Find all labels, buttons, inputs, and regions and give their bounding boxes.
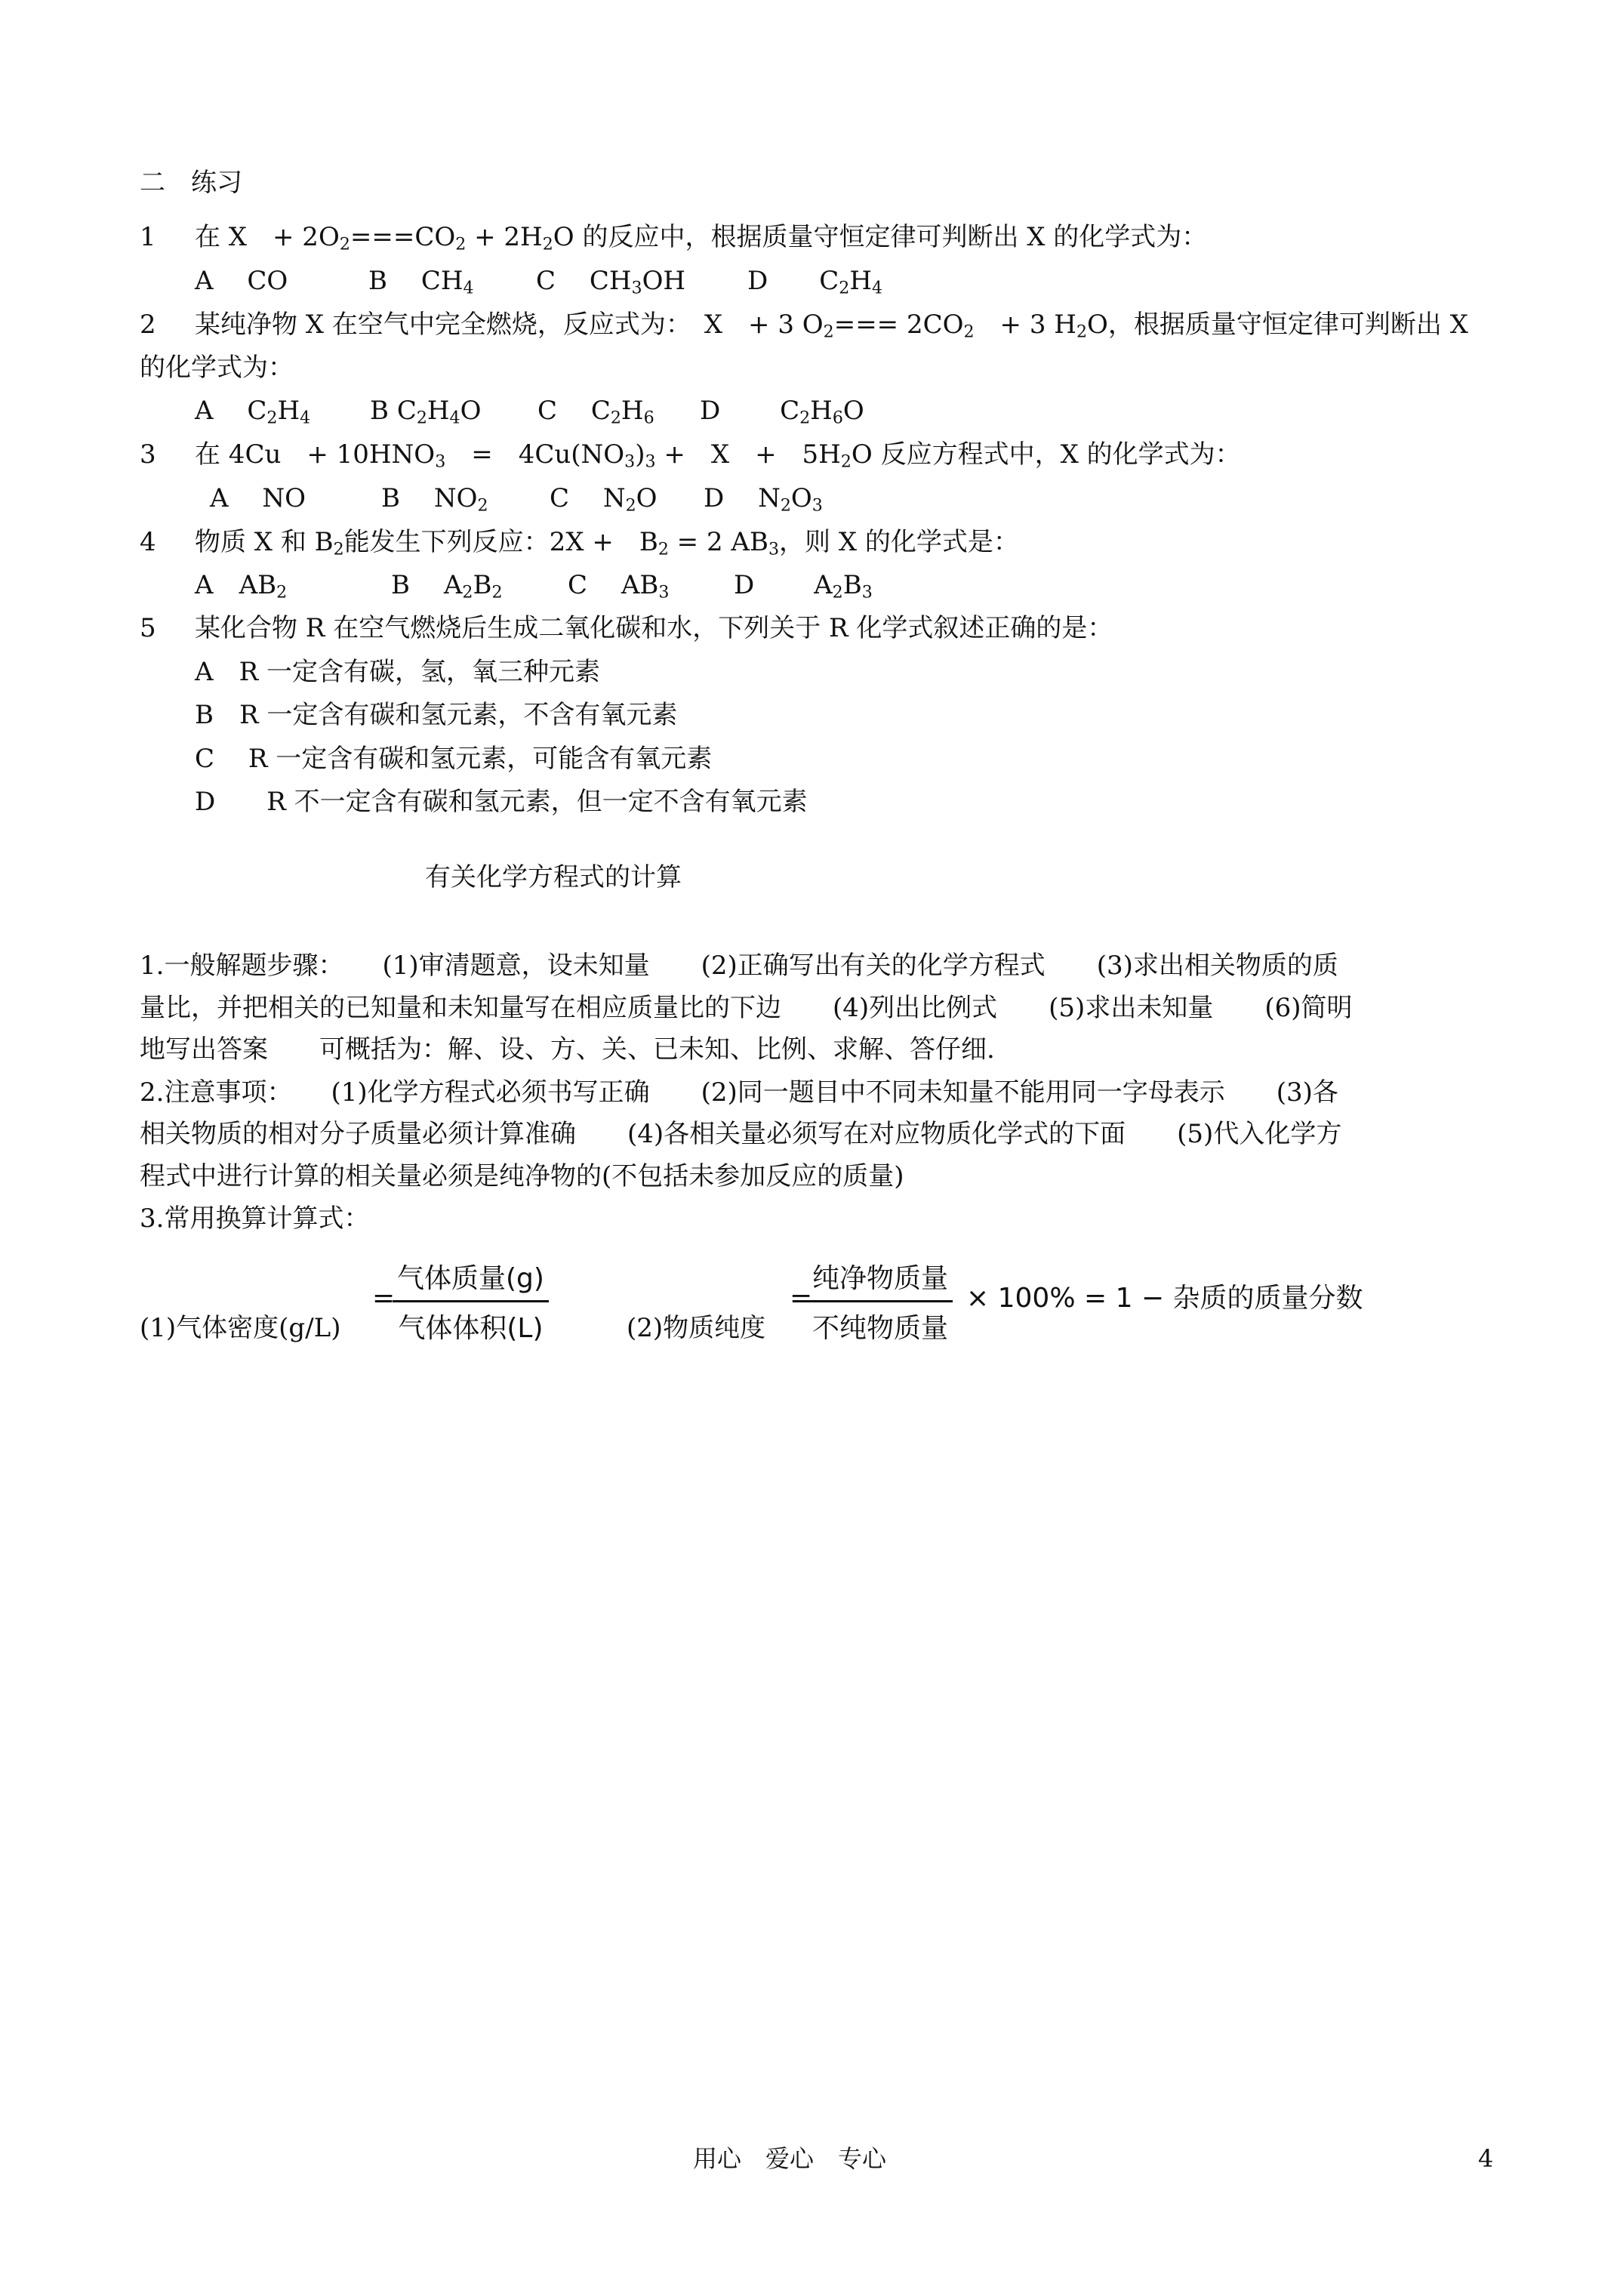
- notes-line: 相关物质的相对分子质量必须计算准确 (4)各相关量必须写在对应物质化学式的下面 (5)代入化学方: [140, 1119, 1342, 1149]
- numerator: 气体质量(g): [393, 1257, 549, 1302]
- steps-line: 地写出答案 可概括为：解、设、方、关、已未知、比例、求解、答仔细.: [140, 1034, 995, 1065]
- denominator: 不纯物质量: [812, 1313, 949, 1344]
- question-stem: 在 X + $2O_2===CO_2 + 2H_2O$ 的反应中，根据质量守恒定律可判断出 X 的化学式为：: [195, 222, 1208, 254]
- option-a: A $C_2H_4$: [195, 396, 311, 428]
- option-b: B $NO_2$: [381, 483, 488, 516]
- question-number: 4: [140, 527, 156, 557]
- formula-label: (2)物质纯度: [627, 1313, 766, 1343]
- equals-sign: =: [372, 1283, 396, 1314]
- question-number: 3: [140, 439, 156, 470]
- question-stem: 某纯净物 X 在空气中完全燃烧，反应式为： X + 3 $O_2=== 2CO_2$ + 3 $H_2O$，根据质量守恒定律可判断出 X: [195, 310, 1468, 342]
- option-c: C R 一定含有碳和氢元素，可能含有氧元素: [195, 744, 713, 774]
- question-stem-continued: 的化学式为：: [140, 353, 294, 383]
- equals-sign: =: [790, 1283, 813, 1314]
- question-number: 1: [140, 222, 156, 252]
- denominator: 气体体积(L): [398, 1313, 544, 1344]
- option-b: B $C_2H_4O$: [370, 396, 482, 428]
- option-d: D R 不一定含有碳和氢元素，但一定不含有氧元素: [195, 787, 808, 817]
- fraction: [808, 1257, 953, 1345]
- notes-line: 程式中进行计算的相关量必须是纯净物的(不包括未参加反应的质量): [140, 1161, 904, 1191]
- section-heading: 二 练习: [140, 168, 242, 198]
- option-c: C $AB_3$: [568, 570, 670, 603]
- option-b: B $A_2B_2$: [391, 570, 503, 603]
- formulas-heading: 3.常用换算计算式：: [140, 1203, 370, 1234]
- option-a: A CO: [195, 266, 288, 296]
- calc-section-title: 有关化学方程式的计算: [425, 862, 682, 892]
- question-stem: 某化合物 R 在空气燃烧后生成二氧化碳和水，下列关于 R 化学式叙述正确的是：: [195, 613, 1113, 643]
- option-b: B R 一定含有碳和氢元素，不含有氧元素: [195, 700, 678, 730]
- notes-line: 2.注意事项： (1)化学方程式必须书写正确 (2)同一题目中不同未知量不能用同一字母表示 (3)各: [140, 1077, 1338, 1108]
- page-number: 4: [1478, 2144, 1494, 2173]
- question-stem: 物质 X 和 $B_2$能发生下列反应：2X + $B_2 = 2$ $AB_3$，则 X 的化学式是：: [195, 527, 1019, 559]
- option-c: C $C_2H_6$: [537, 396, 654, 428]
- option-d: D $A_2B_3$: [734, 570, 873, 603]
- option-c: C $N_2O$: [550, 483, 658, 516]
- option-d: D $C_2H_6O$: [700, 396, 864, 428]
- fraction: [393, 1257, 549, 1345]
- option-b: B $CH_4$: [368, 266, 474, 298]
- question-number: 2: [140, 310, 156, 340]
- option-d: D $C_2H_4$: [747, 266, 883, 298]
- numerator: 纯净物质量: [808, 1257, 953, 1302]
- question-number: 5: [140, 613, 156, 643]
- footer-motto: 用心 爱心 专心: [693, 2144, 887, 2173]
- steps-line: 量比，并把相关的已知量和未知量写在相应质量比的下边 (4)列出比例式 (5)求出未知量 (6)简明: [140, 993, 1353, 1023]
- option-c: C $CH_3OH$: [536, 266, 686, 298]
- option-d: D $N_2O_3$: [704, 483, 823, 516]
- option-a: A NO: [210, 483, 306, 513]
- option-a: A R 一定含有碳，氢，氧三种元素: [195, 657, 600, 687]
- question-stem: 在 4Cu + $10HNO_3$ = $4Cu(NO_3)_3$ + X + $5H_2O$ 反应方程式中，X 的化学式为：: [195, 439, 1241, 472]
- option-a: A $AB_2$: [195, 570, 288, 603]
- steps-line: 1.一般解题步骤： (1)审清题意，设未知量 (2)正确写出有关的化学方程式 (3)求出相关物质的质: [140, 951, 1338, 981]
- formula-tail: × 100% = 1 − 杂质的质量分数: [966, 1283, 1363, 1314]
- formula-label: (1)气体密度(g/L): [140, 1313, 341, 1343]
